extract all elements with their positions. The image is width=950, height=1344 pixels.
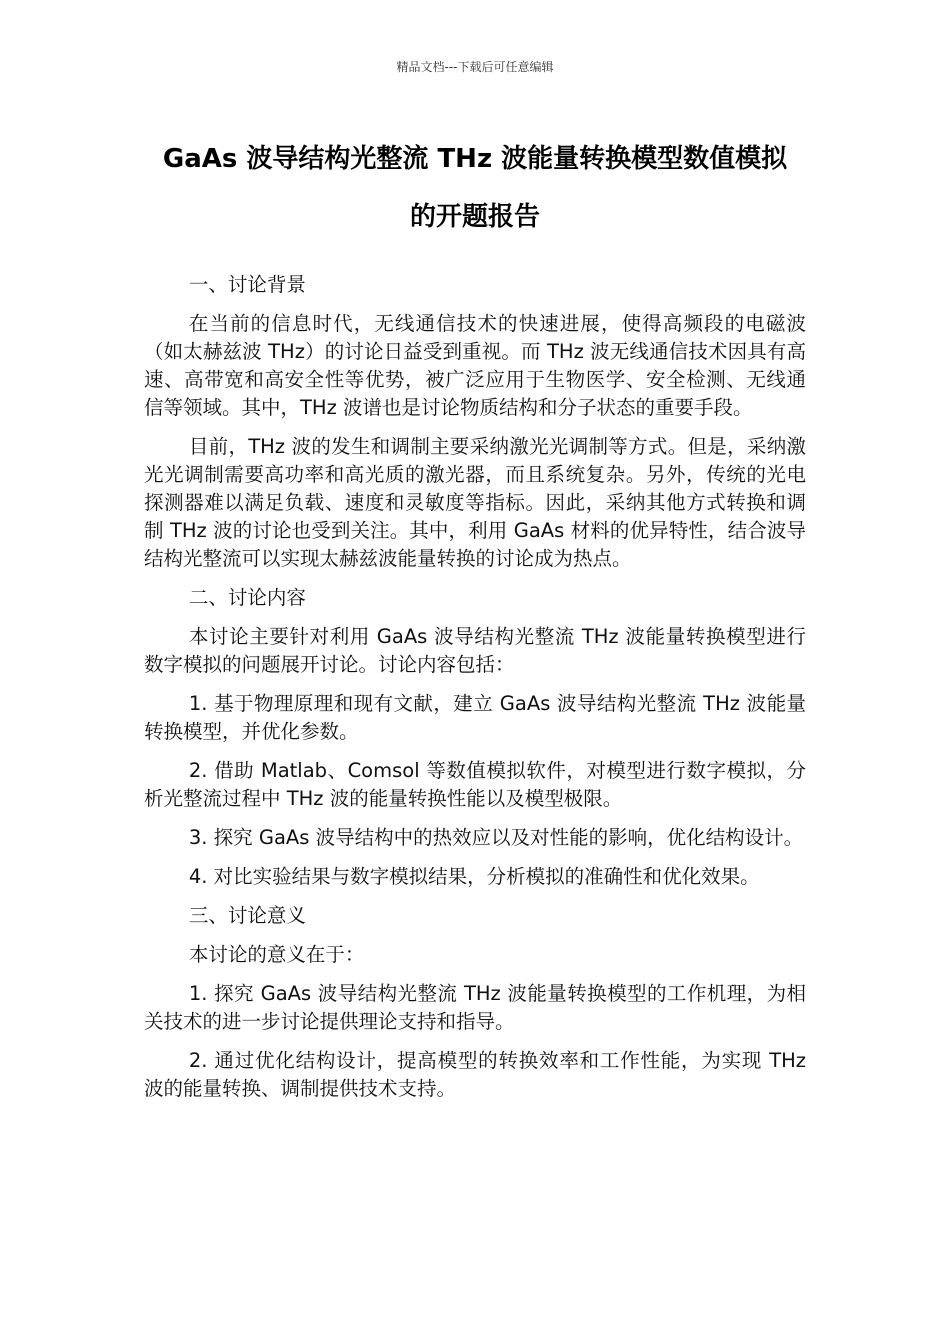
paragraph: 在当前的信息时代，无线通信技术的快速进展，使得高频段的电磁波（如太赫兹波 THz）的讨论日益受到重视。而 THz 波无线通信技术因具有高速、高带宽和高安全性等优势，被广泛应用于生物医学、安全检测、无线通信等领域。其中，THz 波谱也是讨论物质结构和分子状态的重要手段。	[144, 312, 806, 419]
document-body	[144, 271, 806, 1114]
section-heading-content: 二、讨论内容	[188, 586, 306, 609]
list-item: 2. 借助 Matlab、Comsol 等数值模拟软件，对模型进行数字模拟，分析光整流过程中 THz 波的能量转换性能以及模型极限。	[144, 759, 806, 810]
document-title-line-1: GaAs 波导结构光整流 THz 波能量转换模型数值模拟	[162, 144, 788, 174]
header-note: 精品文档---下载后可任意编辑	[396, 60, 554, 74]
paragraph: 目前，THz 波的发生和调制主要采纳激光光调制等方式。但是，采纳激光光调制需要高功率和高光质的激光器，而且系统复杂。另外，传统的光电探测器难以满足负载、速度和灵敏度等指标。因此，采纳其他方式转换和调制 THz 波的讨论也受到关注。其中，利用 GaAs 材料的优异特性，结合波导结构光整流可以实现太赫兹波能量转换的讨论成为热点。	[144, 435, 806, 570]
list-item: 2. 通过优化结构设计，提高模型的转换效率和工作性能，为实现 THz 波的能量转换、调制提供技术支持。	[144, 1049, 806, 1100]
list-item: 1. 基于物理原理和现有文献，建立 GaAs 波导结构光整流 THz 波能量转换模型，并优化参数。	[144, 692, 806, 743]
paragraph: 本讨论主要针对利用 GaAs 波导结构光整流 THz 波能量转换模型进行数字模拟的问题展开讨论。讨论内容包括：	[144, 625, 806, 676]
document-title-line-2: 的开题报告	[409, 202, 540, 232]
list-item: 4. 对比实验结果与数字模拟结果，分析模拟的准确性和优化效果。	[188, 865, 760, 888]
list-item: 3. 探究 GaAs 波导结构中的热效应以及对性能的影响，优化结构设计。	[188, 826, 804, 849]
list-item: 1. 探究 GaAs 波导结构光整流 THz 波能量转换模型的工作机理，为相关技术的进一步讨论提供理论支持和指导。	[144, 982, 806, 1033]
section-heading-background: 一、讨论背景	[188, 273, 306, 296]
section-heading-significance: 三、讨论意义	[188, 904, 306, 927]
paragraph: 本讨论的意义在于：	[188, 943, 365, 966]
